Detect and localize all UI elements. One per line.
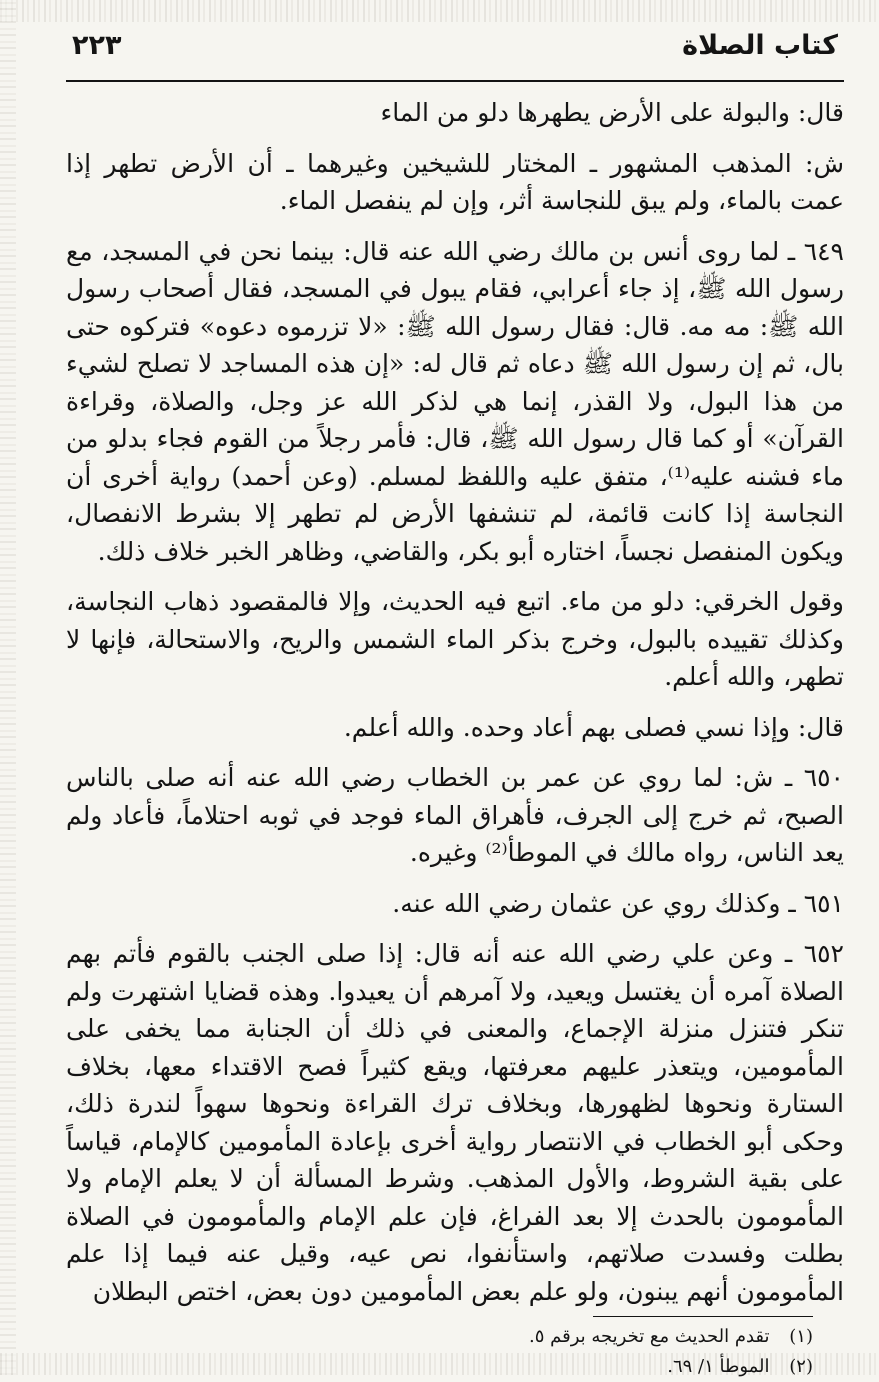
- footnote-divider: [593, 1316, 813, 1317]
- paragraph: وقول الخرقي: دلو من ماء. اتبع فيه الحديث، وإلا فالمقصود ذهاب النجاسة، وكذلك تقييده بالبول، وخرج بذكر الماء الشمس والريح، والاستحالة، فإنها لا تطهر، والله أعلم.: [66, 587, 844, 691]
- paragraph: ٦٤٩ ـ لما روى أنس بن مالك رضي الله عنه قال: بينما نحن في المسجد، مع رسول الله ﷺ، إذ جاء أعرابي، فقام يبول في المسجد، فقال أصحاب رسول الله ﷺ: مه مه. قال: فقال رسول الله ﷺ: «لا تزرموه دعوه» فتركوه حتى بال، ثم إن رسول الله ﷺ دعاه ثم قال له: «إن هذه المساجد لا تصلح لشيء من هذا البول، ولا القذر، إنما هي لذكر الله عز وجل، والصلاة، وقراءة القرآن» أو كما قال رسول الله ﷺ، قال: فأمر رجلاً من القوم فجاء بدلو من ماء فشنه عليه⁽¹⁾، متفق عليه واللفظ لمسلم. (وعن أحمد) رواية أخرى أن النجاسة إذا كانت قائمة، لم تنشفها الأرض لم تطهر إلا بشرط الانفصال، ويكون المنفصل نجساً، اختاره أبو بكر، والقاضي، وظاهر الخبر خلاف ذلك.: [66, 236, 844, 566]
- footnote-number: (٢): [789, 1356, 813, 1377]
- footnote-number: (١): [789, 1326, 813, 1347]
- paragraph: قال: والبولة على الأرض يطهرها دلو من الماء: [380, 98, 844, 127]
- scan-edge-left: [0, 0, 16, 1375]
- page-header: [66, 30, 844, 82]
- book-page: [66, 30, 844, 1323]
- running-title: كتاب الصلاة: [682, 30, 838, 61]
- footnote-item: [35, 1322, 813, 1352]
- paragraph: ٦٥٠ ـ ش: لما روي عن عمر بن الخطاب رضي الله عنه أنه صلى بالناس الصبح، ثم خرج إلى الجرف، فأهراق الماء فوجد في ثوبه احتلاماً، فأعاد ولم يعد الناس، رواه مالك في الموطأ⁽²⁾ وغيره.: [66, 763, 844, 867]
- footnotes: [35, 1322, 813, 1382]
- footnote-item: [35, 1352, 813, 1382]
- page-body: [66, 94, 844, 1310]
- paragraph: قال: وإذا نسي فصلى بهم أعاد وحده. والله أعلم.: [343, 712, 844, 742]
- paragraph: ٦٥٢ ـ وعن علي رضي الله عنه أنه قال: إذا صلى الجنب بالقوم فأتم بهم الصلاة آمره أن يغتسل ويعيد، ولا آمرهم أن يعيدوا. وهذه قضايا اشتهرت ولم تنكر فتنزل منزلة الإجماع، والمعنى في ذلك أن الجنابة مما يخفى على المأمومين، ويتعذر عليهم معرفتها، ويقع كثيراً فصح الاقتداء معها، بخلاف الستارة ونحوها لظهورها، وبخلاف ترك القراءة ونحوها سهواً لندرة ذلك، وحكى أبو الخطاب في الانتصار رواية أخرى بإعادة المأمومين كالإمام، قياساً على بقية الشروط، والأول المذهب. وشرط المسألة أن لا يعلم الإمام ولا المأمومون بالحدث إلا بعد الفراغ، فإن علم الإمام والمأمومون في الصلاة بطلت وفسدت صلاتهم، واستأنفوا، نص عيه، وقيل عنه فيما إذا علم المأمومون أنهم يبنون، ولو علم بعض المأمومين دون بعض، اختص البطلان: [66, 939, 845, 1306]
- page-number: ٢٢٣: [72, 30, 122, 61]
- footnote-text: تقدم الحديث مع تخريجه برقم ٥.: [528, 1326, 770, 1347]
- paragraph: ش: المذهب المشهور ـ المختار للشيخين وغيرهما ـ أن الأرض تطهر إذا عمت بالماء، ولم يبق للنجاسة أثر، وإن لم ينفصل الماء.: [66, 148, 844, 215]
- footnote-text: الموطأ ١/ ٦٩.: [667, 1356, 770, 1377]
- scan-edge-top: [0, 0, 879, 22]
- paragraph: ٦٥١ ـ وكذلك روي عن عثمان رضي الله عنه.: [392, 888, 844, 918]
